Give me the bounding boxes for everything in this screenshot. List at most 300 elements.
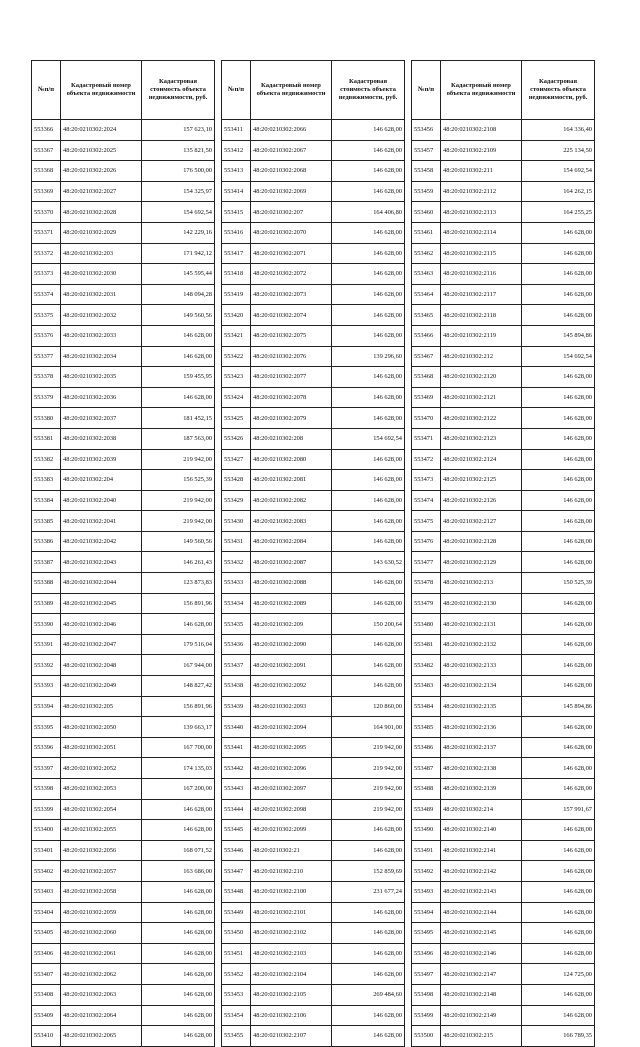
cadastral-value: 164 901,00 bbox=[332, 717, 405, 738]
cadastral-number: 48:20:0210302:2088 bbox=[251, 573, 332, 594]
table-row bbox=[412, 490, 595, 511]
table-row bbox=[412, 861, 595, 882]
table-row bbox=[32, 964, 215, 985]
row-number: 553413 bbox=[222, 161, 251, 182]
row-number: 553367 bbox=[32, 140, 61, 161]
table-row bbox=[412, 140, 595, 161]
cadastral-value: 149 560,56 bbox=[142, 305, 215, 326]
cadastral-number: 48:20:0210302:2050 bbox=[61, 717, 142, 738]
cadastral-value: 164 255,25 bbox=[522, 202, 595, 223]
table-row bbox=[222, 820, 405, 841]
table-row bbox=[412, 531, 595, 552]
row-number: 553498 bbox=[412, 984, 441, 1005]
cadastral-number: 48:20:0210302:2139 bbox=[441, 779, 522, 800]
cadastral-value: 219 942,00 bbox=[142, 511, 215, 532]
cadastral-number: 48:20:0210302:2026 bbox=[61, 161, 142, 182]
table-row bbox=[412, 202, 595, 223]
cadastral-number: 48:20:0210302:2032 bbox=[61, 305, 142, 326]
cadastral-value: 146 628,00 bbox=[332, 470, 405, 491]
cadastral-number: 48:20:0210302:2056 bbox=[61, 840, 142, 861]
row-number: 553500 bbox=[412, 1026, 441, 1047]
row-number: 553437 bbox=[222, 655, 251, 676]
cadastral-value: 174 135,03 bbox=[142, 758, 215, 779]
cadastral-value: 146 628,00 bbox=[142, 387, 215, 408]
cadastral-value: 146 628,00 bbox=[332, 222, 405, 243]
row-number: 553446 bbox=[222, 840, 251, 861]
row-number: 553382 bbox=[32, 449, 61, 470]
cadastral-value: 146 628,00 bbox=[332, 634, 405, 655]
table-row bbox=[222, 902, 405, 923]
cadastral-number: 48:20:0210302:2146 bbox=[441, 943, 522, 964]
table-row bbox=[222, 120, 405, 141]
row-number: 553456 bbox=[412, 120, 441, 141]
row-number: 553381 bbox=[32, 428, 61, 449]
cadastral-value: 146 628,00 bbox=[332, 408, 405, 429]
cadastral-value: 123 873,83 bbox=[142, 573, 215, 594]
row-number: 553392 bbox=[32, 655, 61, 676]
row-number: 553383 bbox=[32, 470, 61, 491]
cadastral-number: 48:20:0210302:2097 bbox=[251, 779, 332, 800]
cadastral-value: 146 628,00 bbox=[332, 264, 405, 285]
row-number: 553399 bbox=[32, 799, 61, 820]
cadastral-number: 48:20:0210302:2147 bbox=[441, 964, 522, 985]
row-number: 553468 bbox=[412, 367, 441, 388]
cadastral-value: 146 628,00 bbox=[522, 428, 595, 449]
table-row bbox=[222, 305, 405, 326]
cadastral-number: 48:20:0210302:2072 bbox=[251, 264, 332, 285]
table-row bbox=[222, 367, 405, 388]
cadastral-number: 48:20:0210302:2024 bbox=[61, 120, 142, 141]
table-row bbox=[412, 614, 595, 635]
cadastral-table-3 bbox=[411, 60, 595, 1047]
table-row bbox=[222, 490, 405, 511]
row-number: 553474 bbox=[412, 490, 441, 511]
cadastral-number: 48:20:0210302:2104 bbox=[251, 964, 332, 985]
cadastral-value: 269 484,60 bbox=[332, 984, 405, 1005]
header-cadastral: Кадастровый номер объекта недвижимости bbox=[61, 61, 142, 120]
row-number: 553443 bbox=[222, 779, 251, 800]
cadastral-value: 219 942,00 bbox=[332, 779, 405, 800]
cadastral-value: 146 628,00 bbox=[332, 820, 405, 841]
cadastral-value: 120 860,00 bbox=[332, 696, 405, 717]
cadastral-value: 149 560,56 bbox=[142, 531, 215, 552]
cadastral-value: 219 942,00 bbox=[332, 758, 405, 779]
cadastral-number: 48:20:0210302:2101 bbox=[251, 902, 332, 923]
cadastral-number: 48:20:0210302:2142 bbox=[441, 861, 522, 882]
row-number: 553398 bbox=[32, 779, 61, 800]
row-number: 553473 bbox=[412, 470, 441, 491]
cadastral-value: 146 628,00 bbox=[332, 367, 405, 388]
table-row bbox=[412, 120, 595, 141]
cadastral-value: 146 628,00 bbox=[332, 593, 405, 614]
row-number: 553455 bbox=[222, 1026, 251, 1047]
cadastral-value: 150 200,64 bbox=[332, 614, 405, 635]
table-row bbox=[222, 531, 405, 552]
cadastral-value: 146 628,00 bbox=[332, 305, 405, 326]
table-row bbox=[412, 1026, 595, 1047]
cadastral-value: 219 942,00 bbox=[142, 490, 215, 511]
cadastral-value: 171 942,12 bbox=[142, 243, 215, 264]
cadastral-number: 48:20:0210302:2102 bbox=[251, 923, 332, 944]
cadastral-number: 48:20:0210302:2149 bbox=[441, 1005, 522, 1026]
cadastral-number: 48:20:0210302:2119 bbox=[441, 325, 522, 346]
cadastral-value: 146 628,00 bbox=[332, 181, 405, 202]
cadastral-value: 146 628,00 bbox=[332, 1026, 405, 1047]
cadastral-number: 48:20:0210302:205 bbox=[61, 696, 142, 717]
row-number: 553442 bbox=[222, 758, 251, 779]
table-row bbox=[222, 449, 405, 470]
table-row bbox=[32, 593, 215, 614]
table-row bbox=[412, 243, 595, 264]
cadastral-number: 48:20:0210302:2135 bbox=[441, 696, 522, 717]
table-row bbox=[412, 758, 595, 779]
table-row bbox=[32, 264, 215, 285]
row-number: 553417 bbox=[222, 243, 251, 264]
row-number: 553478 bbox=[412, 573, 441, 594]
row-number: 553444 bbox=[222, 799, 251, 820]
row-number: 553420 bbox=[222, 305, 251, 326]
cadastral-value: 146 628,00 bbox=[522, 634, 595, 655]
cadastral-value: 146 628,00 bbox=[522, 222, 595, 243]
cadastral-number: 48:20:0210302:2120 bbox=[441, 367, 522, 388]
row-number: 553412 bbox=[222, 140, 251, 161]
cadastral-number: 48:20:0210302:2054 bbox=[61, 799, 142, 820]
table-row bbox=[32, 737, 215, 758]
table-row bbox=[32, 717, 215, 738]
cadastral-number: 48:20:0210302:2053 bbox=[61, 779, 142, 800]
cadastral-value: 146 628,00 bbox=[522, 387, 595, 408]
cadastral-number: 48:20:0210302:2065 bbox=[61, 1026, 142, 1047]
cadastral-number: 48:20:0210302:2138 bbox=[441, 758, 522, 779]
cadastral-value: 143 630,52 bbox=[332, 552, 405, 573]
row-number: 553390 bbox=[32, 614, 61, 635]
cadastral-number: 48:20:0210302:2078 bbox=[251, 387, 332, 408]
cadastral-number: 48:20:0210302:2049 bbox=[61, 676, 142, 697]
header-value: Кадастровая стоимость объекта недвижимости, руб. bbox=[332, 61, 405, 120]
cadastral-value: 146 628,00 bbox=[332, 387, 405, 408]
table-row bbox=[412, 325, 595, 346]
row-number: 553368 bbox=[32, 161, 61, 182]
table-row bbox=[412, 676, 595, 697]
cadastral-value: 154 692,54 bbox=[142, 202, 215, 223]
cadastral-number: 48:20:0210302:2060 bbox=[61, 923, 142, 944]
row-number: 553421 bbox=[222, 325, 251, 346]
cadastral-value: 156 891,96 bbox=[142, 696, 215, 717]
cadastral-value: 146 628,00 bbox=[142, 984, 215, 1005]
row-number: 553388 bbox=[32, 573, 61, 594]
row-number: 553385 bbox=[32, 511, 61, 532]
table-row bbox=[412, 367, 595, 388]
cadastral-number: 48:20:0210302:2062 bbox=[61, 964, 142, 985]
cadastral-value: 146 628,00 bbox=[332, 511, 405, 532]
cadastral-value: 219 942,00 bbox=[332, 799, 405, 820]
row-number: 553494 bbox=[412, 902, 441, 923]
table-row bbox=[222, 1026, 405, 1047]
table-row bbox=[222, 634, 405, 655]
cadastral-number: 48:20:0210302:2091 bbox=[251, 655, 332, 676]
table-row bbox=[412, 387, 595, 408]
cadastral-number: 48:20:0210302:2124 bbox=[441, 449, 522, 470]
cadastral-number: 48:20:0210302:2047 bbox=[61, 634, 142, 655]
table-row bbox=[32, 676, 215, 697]
row-number: 553401 bbox=[32, 840, 61, 861]
table-row bbox=[222, 861, 405, 882]
cadastral-number: 48:20:0210302:2099 bbox=[251, 820, 332, 841]
row-number: 553481 bbox=[412, 634, 441, 655]
cadastral-value: 146 628,00 bbox=[332, 943, 405, 964]
cadastral-value: 146 628,00 bbox=[332, 490, 405, 511]
cadastral-value: 146 628,00 bbox=[332, 964, 405, 985]
cadastral-number: 48:20:0210302:2115 bbox=[441, 243, 522, 264]
cadastral-number: 48:20:0210302:2144 bbox=[441, 902, 522, 923]
row-number: 553419 bbox=[222, 284, 251, 305]
cadastral-value: 145 894,86 bbox=[522, 325, 595, 346]
cadastral-number: 48:20:0210302:2058 bbox=[61, 881, 142, 902]
row-number: 553427 bbox=[222, 449, 251, 470]
cadastral-number: 48:20:0210302:2084 bbox=[251, 531, 332, 552]
table-row bbox=[412, 840, 595, 861]
row-number: 553386 bbox=[32, 531, 61, 552]
cadastral-number: 48:20:0210302:2093 bbox=[251, 696, 332, 717]
cadastral-number: 48:20:0210302:2077 bbox=[251, 367, 332, 388]
row-number: 553482 bbox=[412, 655, 441, 676]
row-number: 553495 bbox=[412, 923, 441, 944]
table-row bbox=[222, 470, 405, 491]
cadastral-number: 48:20:0210302:2033 bbox=[61, 325, 142, 346]
header-value: Кадастровая стоимость объекта недвижимости, руб. bbox=[522, 61, 595, 120]
table-row bbox=[32, 634, 215, 655]
cadastral-number: 48:20:0210302:2141 bbox=[441, 840, 522, 861]
row-number: 553387 bbox=[32, 552, 61, 573]
table-row bbox=[32, 758, 215, 779]
cadastral-value: 146 628,00 bbox=[332, 449, 405, 470]
cadastral-number: 48:20:0210302:2036 bbox=[61, 387, 142, 408]
table-row bbox=[222, 984, 405, 1005]
cadastral-number: 48:20:0210302:2096 bbox=[251, 758, 332, 779]
cadastral-value: 146 628,00 bbox=[522, 449, 595, 470]
cadastral-value: 166 789,35 bbox=[522, 1026, 595, 1047]
cadastral-value: 164 262,15 bbox=[522, 181, 595, 202]
row-number: 553426 bbox=[222, 428, 251, 449]
row-number: 553448 bbox=[222, 881, 251, 902]
table-row bbox=[412, 181, 595, 202]
cadastral-value: 146 628,00 bbox=[332, 902, 405, 923]
table-row bbox=[32, 1005, 215, 1026]
row-number: 553402 bbox=[32, 861, 61, 882]
row-number: 553371 bbox=[32, 222, 61, 243]
row-number: 553464 bbox=[412, 284, 441, 305]
cadastral-value: 152 859,69 bbox=[332, 861, 405, 882]
cadastral-number: 48:20:0210302:203 bbox=[61, 243, 142, 264]
cadastral-value: 167 200,00 bbox=[142, 779, 215, 800]
row-number: 553370 bbox=[32, 202, 61, 223]
cadastral-value: 225 134,50 bbox=[522, 140, 595, 161]
cadastral-number: 48:20:0210302:2051 bbox=[61, 737, 142, 758]
row-number: 553405 bbox=[32, 923, 61, 944]
cadastral-number: 48:20:0210302:2134 bbox=[441, 676, 522, 697]
table-row bbox=[412, 964, 595, 985]
row-number: 553440 bbox=[222, 717, 251, 738]
cadastral-number: 48:20:0210302:2129 bbox=[441, 552, 522, 573]
cadastral-value: 148 827,42 bbox=[142, 676, 215, 697]
cadastral-number: 48:20:0210302:2121 bbox=[441, 387, 522, 408]
row-number: 553487 bbox=[412, 758, 441, 779]
cadastral-value: 146 628,00 bbox=[522, 552, 595, 573]
cadastral-number: 48:20:0210302:2063 bbox=[61, 984, 142, 1005]
cadastral-number: 48:20:0210302:207 bbox=[251, 202, 332, 223]
row-number: 553407 bbox=[32, 964, 61, 985]
cadastral-value: 146 628,00 bbox=[332, 676, 405, 697]
row-number: 553369 bbox=[32, 181, 61, 202]
cadastral-number: 48:20:0210302:2043 bbox=[61, 552, 142, 573]
cadastral-value: 157 991,67 bbox=[522, 799, 595, 820]
table-row bbox=[412, 346, 595, 367]
table-row bbox=[32, 408, 215, 429]
table-row bbox=[32, 573, 215, 594]
row-number: 553485 bbox=[412, 717, 441, 738]
table-row bbox=[32, 202, 215, 223]
row-number: 553414 bbox=[222, 181, 251, 202]
table-row bbox=[222, 840, 405, 861]
cadastral-value: 146 628,00 bbox=[142, 1026, 215, 1047]
table-row bbox=[222, 943, 405, 964]
table-row bbox=[222, 408, 405, 429]
header-cadastral: Кадастровый номер объекта недвижимости bbox=[251, 61, 332, 120]
row-number: 553459 bbox=[412, 181, 441, 202]
cadastral-number: 48:20:0210302:2136 bbox=[441, 717, 522, 738]
cadastral-number: 48:20:0210302:2074 bbox=[251, 305, 332, 326]
cadastral-value: 176 500,00 bbox=[142, 161, 215, 182]
row-number: 553423 bbox=[222, 367, 251, 388]
row-number: 553366 bbox=[32, 120, 61, 141]
row-number: 553418 bbox=[222, 264, 251, 285]
cadastral-number: 48:20:0210302:2027 bbox=[61, 181, 142, 202]
row-number: 553472 bbox=[412, 449, 441, 470]
cadastral-value: 146 628,00 bbox=[142, 614, 215, 635]
row-number: 553483 bbox=[412, 676, 441, 697]
cadastral-value: 146 628,00 bbox=[522, 737, 595, 758]
cadastral-number: 48:20:0210302:212 bbox=[441, 346, 522, 367]
cadastral-value: 142 229,16 bbox=[142, 222, 215, 243]
cadastral-value: 146 628,00 bbox=[142, 902, 215, 923]
table-row bbox=[412, 820, 595, 841]
cadastral-value: 219 942,00 bbox=[142, 449, 215, 470]
cadastral-value: 146 628,00 bbox=[332, 325, 405, 346]
cadastral-value: 135 821,50 bbox=[142, 140, 215, 161]
table-row bbox=[32, 696, 215, 717]
table-row bbox=[222, 243, 405, 264]
table-row bbox=[222, 202, 405, 223]
cadastral-number: 48:20:0210302:2081 bbox=[251, 470, 332, 491]
table-row bbox=[32, 325, 215, 346]
cadastral-number: 48:20:0210302:2094 bbox=[251, 717, 332, 738]
cadastral-value: 181 452,15 bbox=[142, 408, 215, 429]
cadastral-number: 48:20:0210302:2108 bbox=[441, 120, 522, 141]
cadastral-value: 187 563,00 bbox=[142, 428, 215, 449]
table-row bbox=[222, 614, 405, 635]
cadastral-value: 146 628,00 bbox=[522, 284, 595, 305]
row-number: 553377 bbox=[32, 346, 61, 367]
cadastral-value: 146 628,00 bbox=[142, 1005, 215, 1026]
cadastral-number: 48:20:0210302:2092 bbox=[251, 676, 332, 697]
cadastral-number: 48:20:0210302:2079 bbox=[251, 408, 332, 429]
cadastral-value: 146 628,00 bbox=[142, 923, 215, 944]
cadastral-number: 48:20:0210302:2125 bbox=[441, 470, 522, 491]
table-row bbox=[32, 140, 215, 161]
table-row bbox=[412, 284, 595, 305]
cadastral-number: 48:20:0210302:2128 bbox=[441, 531, 522, 552]
table-row bbox=[222, 696, 405, 717]
cadastral-value: 231 677,24 bbox=[332, 881, 405, 902]
table-row bbox=[412, 923, 595, 944]
cadastral-number: 48:20:0210302:211 bbox=[441, 161, 522, 182]
cadastral-number: 48:20:0210302:2109 bbox=[441, 140, 522, 161]
cadastral-value: 219 942,00 bbox=[332, 737, 405, 758]
row-number: 553429 bbox=[222, 490, 251, 511]
table-row bbox=[222, 284, 405, 305]
row-number: 553433 bbox=[222, 573, 251, 594]
cadastral-value: 146 628,00 bbox=[332, 840, 405, 861]
cadastral-value: 146 628,00 bbox=[142, 799, 215, 820]
row-number: 553451 bbox=[222, 943, 251, 964]
table-row bbox=[412, 573, 595, 594]
table-row bbox=[32, 779, 215, 800]
table-row bbox=[222, 552, 405, 573]
row-number: 553379 bbox=[32, 387, 61, 408]
row-number: 553391 bbox=[32, 634, 61, 655]
row-number: 553479 bbox=[412, 593, 441, 614]
cadastral-number: 48:20:0210302:2052 bbox=[61, 758, 142, 779]
cadastral-number: 48:20:0210302:2112 bbox=[441, 181, 522, 202]
cadastral-number: 48:20:0210302:2075 bbox=[251, 325, 332, 346]
row-number: 553384 bbox=[32, 490, 61, 511]
cadastral-number: 48:20:0210302:215 bbox=[441, 1026, 522, 1047]
row-number: 553441 bbox=[222, 737, 251, 758]
row-number: 553457 bbox=[412, 140, 441, 161]
table-row bbox=[412, 696, 595, 717]
cadastral-number: 48:20:0210302:2057 bbox=[61, 861, 142, 882]
row-number: 553373 bbox=[32, 264, 61, 285]
cadastral-value: 146 628,00 bbox=[332, 923, 405, 944]
row-number: 553376 bbox=[32, 325, 61, 346]
table-row bbox=[32, 531, 215, 552]
row-number: 553460 bbox=[412, 202, 441, 223]
row-number: 553410 bbox=[32, 1026, 61, 1047]
cadastral-value: 146 628,00 bbox=[142, 881, 215, 902]
table-row bbox=[412, 737, 595, 758]
cadastral-value: 146 628,00 bbox=[522, 264, 595, 285]
table-row bbox=[32, 490, 215, 511]
cadastral-value: 159 455,95 bbox=[142, 367, 215, 388]
cadastral-value: 146 628,00 bbox=[522, 779, 595, 800]
cadastral-table-2 bbox=[221, 60, 405, 1047]
table-row bbox=[412, 428, 595, 449]
table-row bbox=[222, 717, 405, 738]
row-number: 553397 bbox=[32, 758, 61, 779]
table-row bbox=[412, 943, 595, 964]
cadastral-number: 48:20:0210302:2105 bbox=[251, 984, 332, 1005]
cadastral-value: 146 628,00 bbox=[522, 717, 595, 738]
cadastral-number: 48:20:0210302:2070 bbox=[251, 222, 332, 243]
row-number: 553484 bbox=[412, 696, 441, 717]
cadastral-number: 48:20:0210302:2116 bbox=[441, 264, 522, 285]
cadastral-number: 48:20:0210302:2044 bbox=[61, 573, 142, 594]
cadastral-number: 48:20:0210302:2061 bbox=[61, 943, 142, 964]
row-number: 553404 bbox=[32, 902, 61, 923]
row-number: 553378 bbox=[32, 367, 61, 388]
cadastral-value: 150 525,39 bbox=[522, 573, 595, 594]
header-num: №п/п bbox=[412, 61, 441, 120]
